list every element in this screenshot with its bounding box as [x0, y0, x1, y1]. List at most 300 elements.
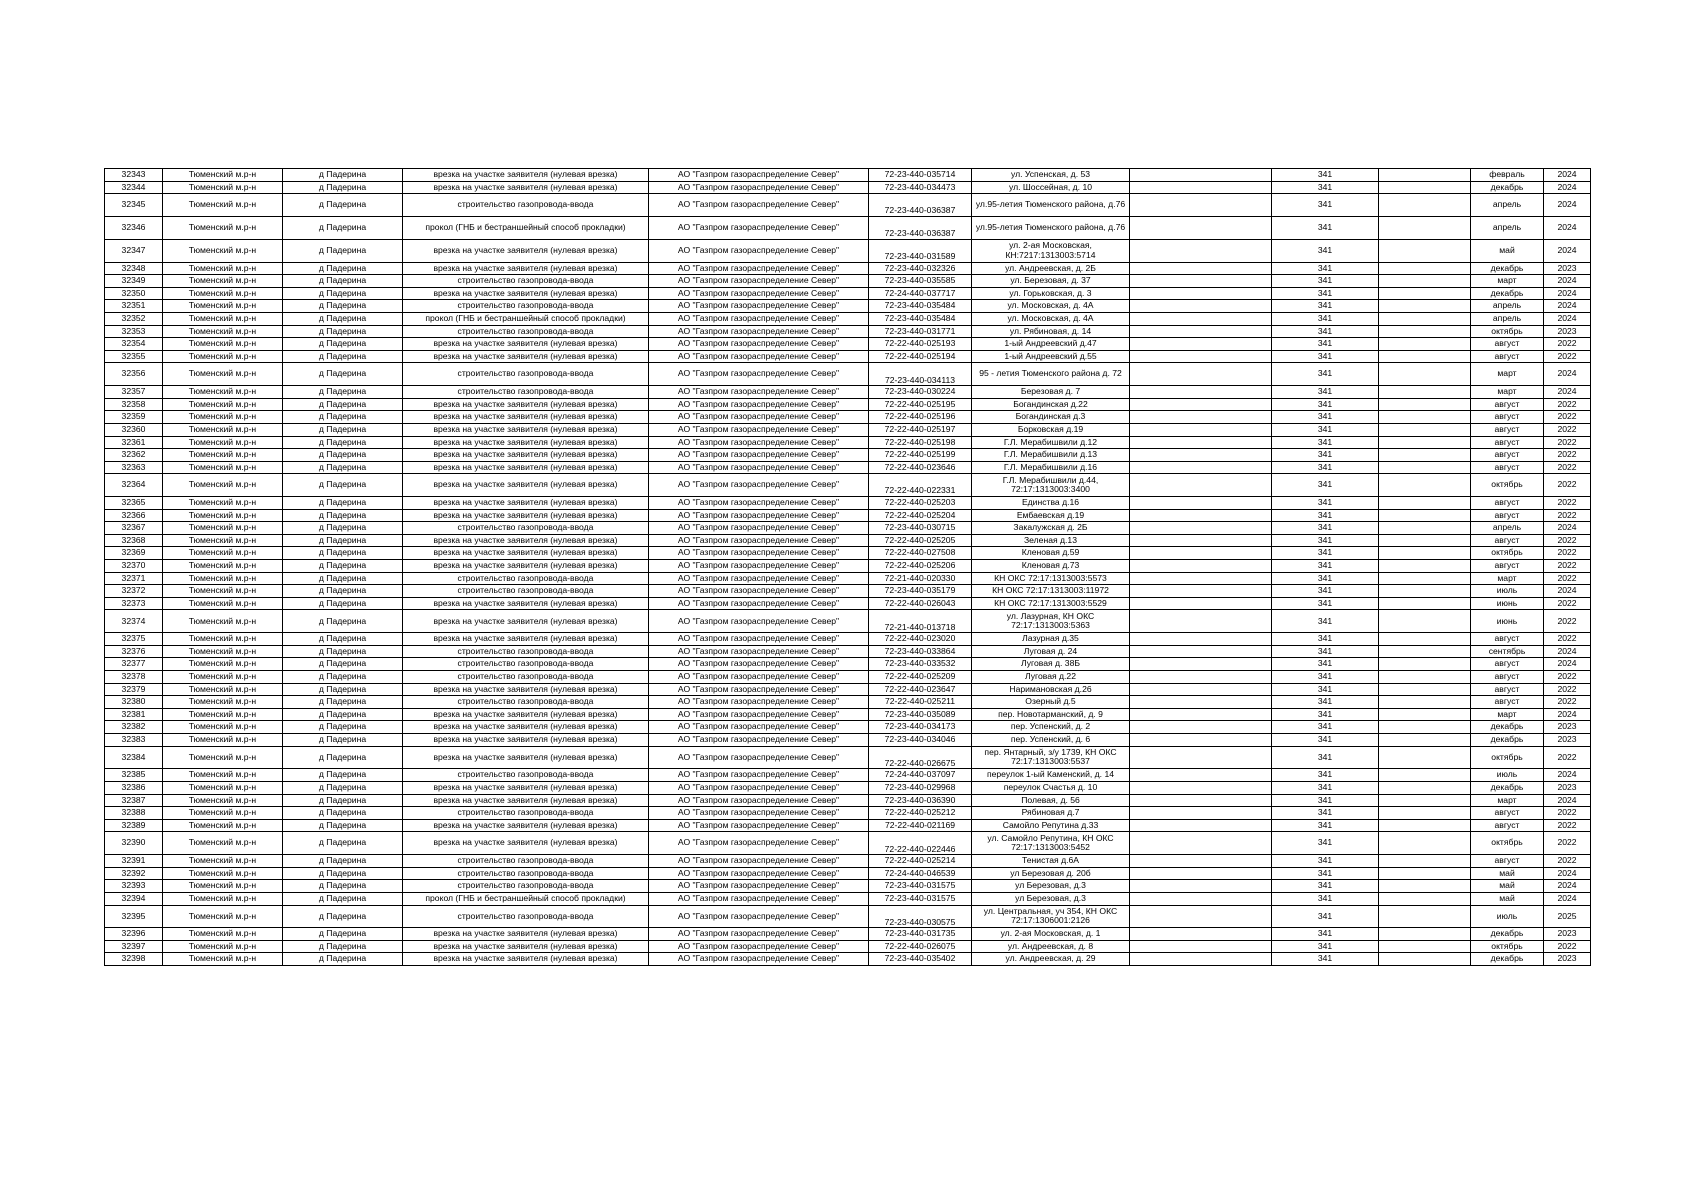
cell-village: д Падерина: [283, 239, 403, 262]
cell-id: 32362: [105, 449, 163, 462]
cell-id: 32376: [105, 645, 163, 658]
cell-address: Богандинская д.3: [972, 411, 1130, 424]
cell-id: 32374: [105, 610, 163, 633]
cell-price: 341: [1272, 338, 1379, 351]
cell-price: 341: [1272, 572, 1379, 585]
cell-work_type: строительство газопровода-ввода: [403, 855, 649, 868]
cell-price: 341: [1272, 262, 1379, 275]
cell-blank2: [1379, 807, 1471, 820]
cell-address: ул.95-летия Тюменского района, д.76: [972, 194, 1130, 217]
cell-village: д Падерина: [283, 436, 403, 449]
cell-year: 2024: [1544, 386, 1591, 399]
cell-code: 72-23-440-034473: [869, 181, 972, 194]
cell-village: д Падерина: [283, 819, 403, 832]
cell-blank1: [1130, 325, 1272, 338]
cell-month: август: [1471, 633, 1544, 646]
cell-price: 341: [1272, 597, 1379, 610]
cell-village: д Падерина: [283, 363, 403, 386]
cell-work_type: строительство газопровода-ввода: [403, 300, 649, 313]
cell-month: май: [1471, 867, 1544, 880]
table-row: [105, 892, 1591, 905]
cell-month: август: [1471, 819, 1544, 832]
cell-district: Тюменский м.р-н: [163, 547, 283, 560]
cell-price: 341: [1272, 411, 1379, 424]
cell-price: 341: [1272, 928, 1379, 941]
table-row: [105, 262, 1591, 275]
cell-address: ул. Лазурная, КН ОКС 72:17:1313003:5363: [972, 610, 1130, 633]
cell-district: Тюменский м.р-н: [163, 338, 283, 351]
cell-blank1: [1130, 832, 1272, 855]
table-row: [105, 781, 1591, 794]
cell-id: 32384: [105, 746, 163, 769]
cell-price: 341: [1272, 275, 1379, 288]
cell-year: 2024: [1544, 769, 1591, 782]
cell-id: 32387: [105, 794, 163, 807]
cell-address: КН ОКС 72:17:1313003:11972: [972, 585, 1130, 598]
cell-blank2: [1379, 181, 1471, 194]
cell-organization: АО "Газпром газораспределение Север": [649, 769, 869, 782]
cell-address: 95 - летия Тюменского района д. 72: [972, 363, 1130, 386]
cell-district: Тюменский м.р-н: [163, 683, 283, 696]
cell-address: переулок Счастья д. 10: [972, 781, 1130, 794]
cell-district: Тюменский м.р-н: [163, 239, 283, 262]
cell-address: Полевая, д. 56: [972, 794, 1130, 807]
cell-work_type: врезка на участке заявителя (нулевая врезка): [403, 449, 649, 462]
cell-id: 32379: [105, 683, 163, 696]
cell-work_type: врезка на участке заявителя (нулевая врезка): [403, 287, 649, 300]
cell-price: 341: [1272, 423, 1379, 436]
cell-district: Тюменский м.р-н: [163, 497, 283, 510]
cell-address: ул. Центральная, уч 354, КН ОКС 72:17:1306001:2126: [972, 905, 1130, 928]
cell-work_type: врезка на участке заявителя (нулевая врезка): [403, 436, 649, 449]
cell-blank2: [1379, 610, 1471, 633]
cell-id: 32388: [105, 807, 163, 820]
cell-month: август: [1471, 671, 1544, 684]
table-row: [105, 216, 1591, 239]
cell-id: 32343: [105, 169, 163, 182]
cell-blank1: [1130, 658, 1272, 671]
cell-code: 72-23-440-033532: [869, 658, 972, 671]
cell-organization: АО "Газпром газораспределение Север": [649, 658, 869, 671]
table-row: [105, 746, 1591, 769]
cell-district: Тюменский м.р-н: [163, 436, 283, 449]
cell-blank2: [1379, 867, 1471, 880]
cell-work_type: строительство газопровода-ввода: [403, 769, 649, 782]
cell-blank2: [1379, 325, 1471, 338]
cell-blank1: [1130, 781, 1272, 794]
cell-blank2: [1379, 474, 1471, 497]
cell-blank1: [1130, 363, 1272, 386]
cell-organization: АО "Газпром газораспределение Север": [649, 708, 869, 721]
cell-code: 72-23-440-036387: [869, 194, 972, 217]
cell-month: октябрь: [1471, 746, 1544, 769]
cell-blank1: [1130, 807, 1272, 820]
cell-work_type: строительство газопровода-ввода: [403, 905, 649, 928]
table-row: [105, 386, 1591, 399]
cell-village: д Падерина: [283, 683, 403, 696]
cell-year: 2022: [1544, 746, 1591, 769]
cell-district: Тюменский м.р-н: [163, 746, 283, 769]
cell-code: 72-23-440-035484: [869, 300, 972, 313]
cell-blank2: [1379, 386, 1471, 399]
cell-work_type: строительство газопровода-ввода: [403, 880, 649, 893]
cell-year: 2022: [1544, 560, 1591, 573]
cell-blank1: [1130, 928, 1272, 941]
cell-month: апрель: [1471, 216, 1544, 239]
cell-district: Тюменский м.р-н: [163, 940, 283, 953]
cell-organization: АО "Газпром газораспределение Север": [649, 832, 869, 855]
cell-address: Борковская д.19: [972, 423, 1130, 436]
table-row: [105, 411, 1591, 424]
table-row: [105, 671, 1591, 684]
cell-year: 2024: [1544, 216, 1591, 239]
cell-code: 72-24-440-037097: [869, 769, 972, 782]
cell-blank1: [1130, 855, 1272, 868]
table-row: [105, 597, 1591, 610]
cell-blank2: [1379, 597, 1471, 610]
cell-price: 341: [1272, 696, 1379, 709]
cell-work_type: врезка на участке заявителя (нулевая врезка): [403, 928, 649, 941]
cell-year: 2024: [1544, 522, 1591, 535]
cell-month: август: [1471, 411, 1544, 424]
cell-blank2: [1379, 262, 1471, 275]
cell-village: д Падерина: [283, 696, 403, 709]
cell-price: 341: [1272, 746, 1379, 769]
cell-address: Единства д.16: [972, 497, 1130, 510]
cell-district: Тюменский м.р-н: [163, 287, 283, 300]
cell-price: 341: [1272, 733, 1379, 746]
cell-district: Тюменский м.р-н: [163, 386, 283, 399]
cell-blank1: [1130, 275, 1272, 288]
table-row: [105, 436, 1591, 449]
cell-work_type: врезка на участке заявителя (нулевая врезка): [403, 781, 649, 794]
cell-blank2: [1379, 338, 1471, 351]
cell-village: д Падерина: [283, 497, 403, 510]
cell-year: 2024: [1544, 194, 1591, 217]
cell-code: 72-24-440-037717: [869, 287, 972, 300]
cell-id: 32383: [105, 733, 163, 746]
cell-price: 341: [1272, 547, 1379, 560]
cell-work_type: строительство газопровода-ввода: [403, 194, 649, 217]
cell-organization: АО "Газпром газораспределение Север": [649, 169, 869, 182]
cell-month: декабрь: [1471, 181, 1544, 194]
table-row: [105, 474, 1591, 497]
cell-price: 341: [1272, 216, 1379, 239]
cell-blank2: [1379, 905, 1471, 928]
cell-year: 2022: [1544, 497, 1591, 510]
cell-blank2: [1379, 855, 1471, 868]
cell-month: август: [1471, 560, 1544, 573]
cell-district: Тюменский м.р-н: [163, 953, 283, 966]
cell-month: март: [1471, 572, 1544, 585]
cell-id: 32385: [105, 769, 163, 782]
cell-code: 72-22-440-025193: [869, 338, 972, 351]
table-row: [105, 423, 1591, 436]
cell-id: 32367: [105, 522, 163, 535]
spreadsheet-page: [104, 168, 1590, 966]
cell-code: 72-23-440-030224: [869, 386, 972, 399]
cell-organization: АО "Газпром газораспределение Север": [649, 855, 869, 868]
cell-work_type: строительство газопровода-ввода: [403, 386, 649, 399]
cell-price: 341: [1272, 683, 1379, 696]
table-row: [105, 363, 1591, 386]
cell-month: июль: [1471, 769, 1544, 782]
cell-organization: АО "Газпром газораспределение Север": [649, 398, 869, 411]
cell-district: Тюменский м.р-н: [163, 832, 283, 855]
cell-blank2: [1379, 411, 1471, 424]
cell-year: 2022: [1544, 411, 1591, 424]
cell-id: 32345: [105, 194, 163, 217]
cell-code: 72-23-440-033864: [869, 645, 972, 658]
cell-work_type: строительство газопровода-ввода: [403, 363, 649, 386]
cell-organization: АО "Газпром газораспределение Север": [649, 300, 869, 313]
cell-price: 341: [1272, 633, 1379, 646]
cell-id: 32389: [105, 819, 163, 832]
cell-price: 341: [1272, 645, 1379, 658]
cell-code: 72-23-440-035179: [869, 585, 972, 598]
cell-month: апрель: [1471, 312, 1544, 325]
cell-year: 2024: [1544, 181, 1591, 194]
cell-price: 341: [1272, 312, 1379, 325]
cell-id: 32372: [105, 585, 163, 598]
cell-blank1: [1130, 585, 1272, 598]
cell-organization: АО "Газпром газораспределение Север": [649, 287, 869, 300]
cell-month: август: [1471, 807, 1544, 820]
table-row: [105, 181, 1591, 194]
cell-blank2: [1379, 794, 1471, 807]
cell-blank1: [1130, 169, 1272, 182]
cell-village: д Падерина: [283, 905, 403, 928]
cell-organization: АО "Газпром газораспределение Север": [649, 497, 869, 510]
cell-organization: АО "Газпром газораспределение Север": [649, 610, 869, 633]
cell-month: август: [1471, 461, 1544, 474]
cell-work_type: врезка на участке заявителя (нулевая врезка): [403, 169, 649, 182]
cell-blank1: [1130, 953, 1272, 966]
cell-organization: АО "Газпром газораспределение Север": [649, 461, 869, 474]
cell-price: 341: [1272, 560, 1379, 573]
table-row: [105, 769, 1591, 782]
cell-blank2: [1379, 572, 1471, 585]
cell-price: 341: [1272, 461, 1379, 474]
cell-organization: АО "Газпром газораспределение Север": [649, 905, 869, 928]
cell-district: Тюменский м.р-н: [163, 572, 283, 585]
cell-blank1: [1130, 522, 1272, 535]
cell-price: 341: [1272, 522, 1379, 535]
cell-code: 72-23-440-031771: [869, 325, 972, 338]
cell-village: д Падерина: [283, 807, 403, 820]
cell-year: 2023: [1544, 721, 1591, 734]
cell-id: 32360: [105, 423, 163, 436]
cell-year: 2022: [1544, 683, 1591, 696]
cell-address: Г.Л. Мерабишвили д.16: [972, 461, 1130, 474]
cell-blank2: [1379, 423, 1471, 436]
cell-code: 72-22-440-023020: [869, 633, 972, 646]
cell-work_type: врезка на участке заявителя (нулевая врезка): [403, 350, 649, 363]
cell-district: Тюменский м.р-н: [163, 633, 283, 646]
cell-price: 341: [1272, 610, 1379, 633]
cell-district: Тюменский м.р-н: [163, 509, 283, 522]
table-row: [105, 461, 1591, 474]
cell-organization: АО "Газпром газораспределение Север": [649, 940, 869, 953]
cell-blank1: [1130, 312, 1272, 325]
cell-blank1: [1130, 671, 1272, 684]
cell-price: 341: [1272, 436, 1379, 449]
cell-village: д Падерина: [283, 275, 403, 288]
cell-id: 32356: [105, 363, 163, 386]
cell-blank2: [1379, 721, 1471, 734]
cell-organization: АО "Газпром газораспределение Север": [649, 746, 869, 769]
cell-blank1: [1130, 534, 1272, 547]
cell-address: пер. Янтарный, з/у 1739, КН ОКС 72:17:1313003:5537: [972, 746, 1130, 769]
cell-month: август: [1471, 509, 1544, 522]
cell-price: 341: [1272, 832, 1379, 855]
cell-work_type: строительство газопровода-ввода: [403, 645, 649, 658]
cell-work_type: строительство газопровода-ввода: [403, 572, 649, 585]
cell-price: 341: [1272, 449, 1379, 462]
cell-district: Тюменский м.р-н: [163, 781, 283, 794]
cell-village: д Падерина: [283, 300, 403, 313]
cell-organization: АО "Газпром газораспределение Север": [649, 781, 869, 794]
cell-blank2: [1379, 928, 1471, 941]
cell-organization: АО "Газпром газораспределение Север": [649, 509, 869, 522]
cell-year: 2022: [1544, 547, 1591, 560]
table-row: [105, 497, 1591, 510]
cell-id: 32349: [105, 275, 163, 288]
cell-village: д Падерина: [283, 721, 403, 734]
cell-code: 72-22-440-027508: [869, 547, 972, 560]
cell-work_type: врезка на участке заявителя (нулевая врезка): [403, 733, 649, 746]
cell-year: 2022: [1544, 696, 1591, 709]
cell-month: август: [1471, 534, 1544, 547]
cell-work_type: строительство газопровода-ввода: [403, 522, 649, 535]
cell-id: 32348: [105, 262, 163, 275]
cell-work_type: врезка на участке заявителя (нулевая врезка): [403, 560, 649, 573]
cell-address: ул Березовая, д.3: [972, 880, 1130, 893]
cell-blank1: [1130, 239, 1272, 262]
cell-blank1: [1130, 733, 1272, 746]
cell-address: Кленовая д.59: [972, 547, 1130, 560]
cell-month: март: [1471, 363, 1544, 386]
cell-id: 32369: [105, 547, 163, 560]
cell-organization: АО "Газпром газораспределение Север": [649, 449, 869, 462]
cell-price: 341: [1272, 855, 1379, 868]
cell-work_type: врезка на участке заявителя (нулевая врезка): [403, 239, 649, 262]
cell-address: Г.Л. Мерабишвили д.12: [972, 436, 1130, 449]
cell-village: д Падерина: [283, 585, 403, 598]
cell-blank2: [1379, 781, 1471, 794]
table-row: [105, 350, 1591, 363]
cell-code: 72-23-440-035484: [869, 312, 972, 325]
cell-month: октябрь: [1471, 832, 1544, 855]
cell-blank1: [1130, 794, 1272, 807]
cell-organization: АО "Газпром газораспределение Север": [649, 239, 869, 262]
cell-code: 72-22-440-023646: [869, 461, 972, 474]
cell-year: 2022: [1544, 940, 1591, 953]
cell-organization: АО "Газпром газораспределение Север": [649, 597, 869, 610]
cell-month: декабрь: [1471, 262, 1544, 275]
cell-blank2: [1379, 312, 1471, 325]
cell-price: 341: [1272, 474, 1379, 497]
cell-year: 2024: [1544, 585, 1591, 598]
cell-id: 32370: [105, 560, 163, 573]
cell-blank2: [1379, 522, 1471, 535]
cell-code: 72-21-440-013718: [869, 610, 972, 633]
cell-blank1: [1130, 721, 1272, 734]
cell-address: ул. Андреевская, д. 2Б: [972, 262, 1130, 275]
cell-address: переулок 1-ый Каменский, д. 14: [972, 769, 1130, 782]
cell-district: Тюменский м.р-н: [163, 807, 283, 820]
cell-organization: АО "Газпром газораспределение Север": [649, 683, 869, 696]
table-row: [105, 658, 1591, 671]
cell-work_type: врезка на участке заявителя (нулевая врезка): [403, 262, 649, 275]
cell-id: 32382: [105, 721, 163, 734]
cell-blank2: [1379, 746, 1471, 769]
cell-district: Тюменский м.р-н: [163, 733, 283, 746]
cell-year: 2022: [1544, 350, 1591, 363]
table-row: [105, 312, 1591, 325]
cell-code: 72-23-440-031575: [869, 880, 972, 893]
cell-work_type: строительство газопровода-ввода: [403, 867, 649, 880]
cell-id: 32380: [105, 696, 163, 709]
cell-work_type: врезка на участке заявителя (нулевая врезка): [403, 794, 649, 807]
cell-year: 2023: [1544, 325, 1591, 338]
cell-address: ул. Московская, д. 4А: [972, 300, 1130, 313]
cell-year: 2024: [1544, 275, 1591, 288]
cell-id: 32365: [105, 497, 163, 510]
cell-village: д Падерина: [283, 572, 403, 585]
cell-blank1: [1130, 350, 1272, 363]
cell-village: д Падерина: [283, 832, 403, 855]
cell-work_type: прокол (ГНБ и бестраншейный способ прокладки): [403, 892, 649, 905]
cell-district: Тюменский м.р-н: [163, 398, 283, 411]
cell-price: 341: [1272, 398, 1379, 411]
cell-address: Луговая д. 24: [972, 645, 1130, 658]
cell-month: декабрь: [1471, 733, 1544, 746]
cell-blank2: [1379, 398, 1471, 411]
cell-organization: АО "Газпром газораспределение Север": [649, 338, 869, 351]
table-row: [105, 633, 1591, 646]
cell-month: октябрь: [1471, 547, 1544, 560]
cell-month: май: [1471, 892, 1544, 905]
cell-month: июнь: [1471, 610, 1544, 633]
cell-year: 2022: [1544, 832, 1591, 855]
cell-district: Тюменский м.р-н: [163, 708, 283, 721]
cell-price: 341: [1272, 350, 1379, 363]
cell-district: Тюменский м.р-н: [163, 325, 283, 338]
cell-month: август: [1471, 398, 1544, 411]
cell-price: 341: [1272, 940, 1379, 953]
cell-blank1: [1130, 597, 1272, 610]
cell-blank1: [1130, 216, 1272, 239]
table-row: [105, 287, 1591, 300]
cell-district: Тюменский м.р-н: [163, 855, 283, 868]
cell-blank2: [1379, 275, 1471, 288]
cell-month: октябрь: [1471, 325, 1544, 338]
cell-blank1: [1130, 940, 1272, 953]
cell-district: Тюменский м.р-н: [163, 350, 283, 363]
cell-year: 2025: [1544, 905, 1591, 928]
cell-village: д Падерина: [283, 181, 403, 194]
cell-price: 341: [1272, 325, 1379, 338]
cell-price: 341: [1272, 287, 1379, 300]
cell-code: 72-23-440-035089: [869, 708, 972, 721]
cell-price: 341: [1272, 181, 1379, 194]
cell-village: д Падерина: [283, 633, 403, 646]
table-row: [105, 721, 1591, 734]
cell-blank2: [1379, 832, 1471, 855]
cell-blank2: [1379, 658, 1471, 671]
cell-village: д Падерина: [283, 534, 403, 547]
